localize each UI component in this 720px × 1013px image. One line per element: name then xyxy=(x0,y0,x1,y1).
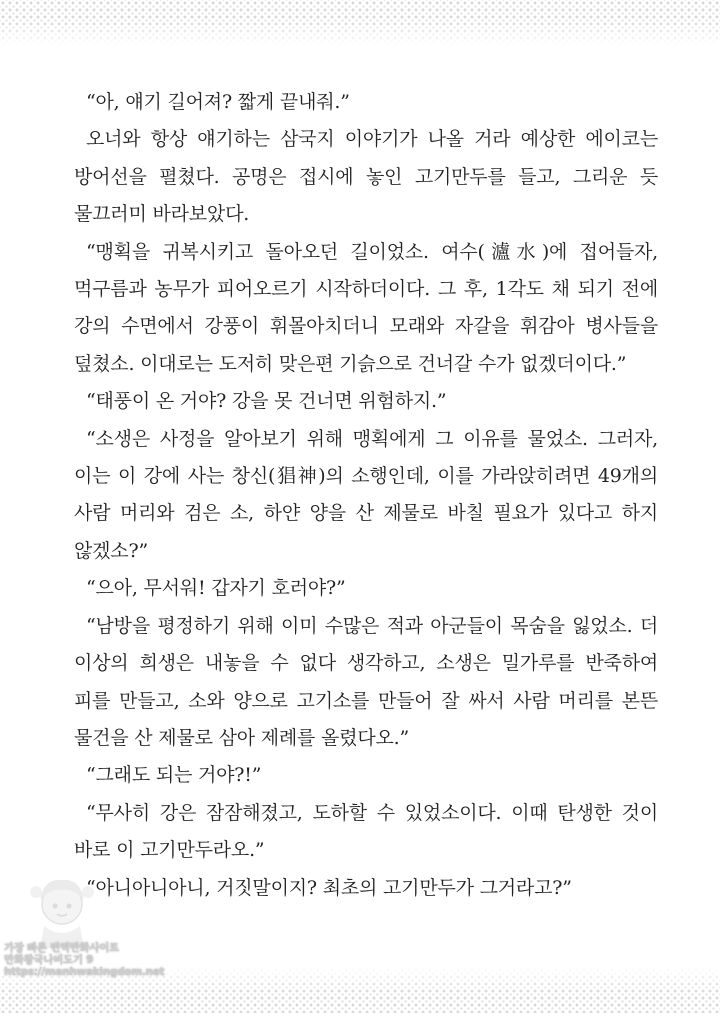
watermark-line-2: 만화왕국나비도기 9 xyxy=(4,954,94,966)
top-dot-pattern-border xyxy=(0,0,720,46)
paragraph-6: “으아, 무서워! 갑자기 호러야?” xyxy=(86,577,346,600)
site-watermark xyxy=(4,870,165,985)
paragraph-8: “그래도 되는 거야?!” xyxy=(86,764,262,787)
watermark-line-1: 가장 빠른 번역만화사이트 xyxy=(4,942,119,954)
paragraph-4: “태풍이 온 거야? 강을 못 건너면 위험하지.” xyxy=(86,390,447,413)
paragraph-7: “남방을 평정하기 위해 이미 수많은 적과 아군들이 목숨을 잃었소. 더 이상의 희생은 내놓을 수 없다 생각하고, 소생은 밀가루를 반죽하여 피를 만들고, 소와 양으로 고기소를 만들어 잘 싸서 사람 머리를 본뜬 물건을 산 제물로 삼아 제례를 올렸다오.” xyxy=(74,614,658,749)
novel-page-text xyxy=(74,84,658,907)
watermark-url: https://manhwakingdom.net xyxy=(4,966,165,978)
paragraph-3: “맹획을 귀복시키고 돌아오던 길이었소. 여수(瀘水)에 접어들자, 먹구름과 농무가 피어오르기 시작하더이다. 그 후, 1각도 채 되기 전에 강의 수면에서 강풍이 휘몰아치더니 모래와 자갈을 휘감아 병사들을 덮쳤소. 이대로는 도저히 맞은편 기슭으로 건너갈 수가 없겠더이다.” xyxy=(74,240,658,375)
paragraph-5: “소생은 사정을 알아보기 위해 맹획에게 그 이유를 물었소. 그러자, 이는 이 강에 사는 창신(猖神)의 소행인데, 이를 가라앉히려면 49개의 사람 머리와 검은 소, 하얀 양을 산 제물로 바칠 필요가 있다고 하지 않겠소?” xyxy=(74,427,658,562)
paragraph-2: 오너와 항상 얘기하는 삼국지 이야기가 나올 거라 예상한 에이코는 방어선을 펼쳤다. 공명은 접시에 놓인 고기만두를 들고, 그리운 듯 물끄러미 바라보았다. xyxy=(74,128,658,226)
paragraph-9: “무사히 강은 잠잠해졌고, 도하할 수 있었소이다. 이때 탄생한 것이 바로 이 고기만두라오.” xyxy=(74,801,658,862)
paragraph-10: “아니아니아니, 거짓말이지? 최초의 고기만두가 그거라고?” xyxy=(86,876,572,899)
paragraph-1: “아, 얘기 길어져? 짧게 끝내줘.” xyxy=(86,91,350,113)
mascot-watermark-icon xyxy=(22,870,102,950)
